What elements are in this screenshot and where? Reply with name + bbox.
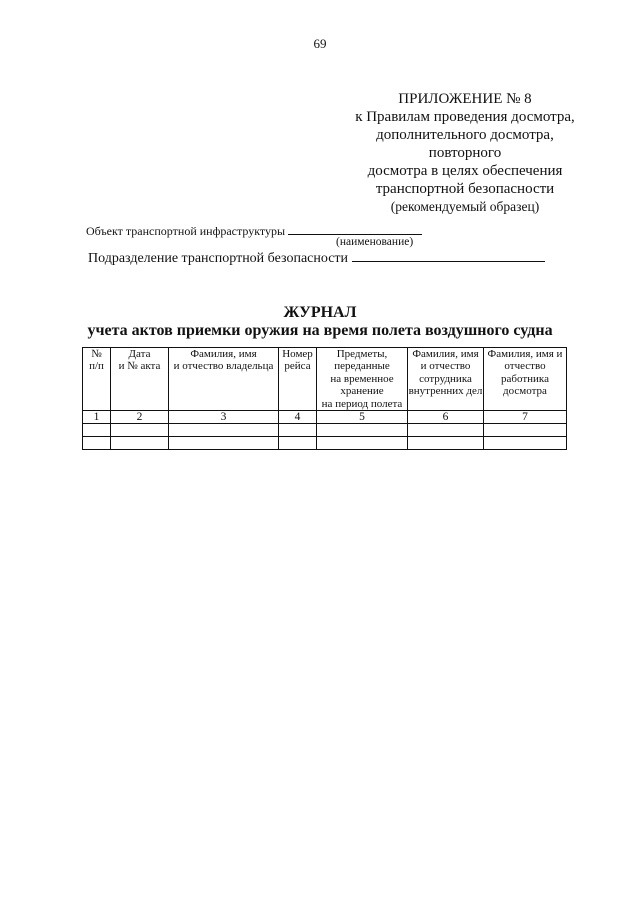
table-row bbox=[83, 437, 567, 450]
journal-title: ЖУРНАЛ bbox=[283, 304, 357, 321]
column-header-number: № п/п bbox=[83, 348, 111, 411]
table-cell[interactable] bbox=[83, 437, 111, 450]
object-field-line[interactable] bbox=[288, 223, 422, 235]
appendix-line: повторного bbox=[428, 145, 502, 161]
column-number: 5 bbox=[317, 411, 408, 424]
table-cell[interactable] bbox=[484, 424, 567, 437]
table-row bbox=[83, 424, 567, 437]
column-header-officer: Фамилия, имя и отчество сотрудника внутренних дел bbox=[408, 348, 484, 411]
table-cell[interactable] bbox=[484, 437, 567, 450]
table-cell[interactable] bbox=[317, 424, 408, 437]
appendix-title: ПРИЛОЖЕНИЕ № 8 bbox=[398, 91, 532, 107]
table-cell[interactable] bbox=[279, 437, 317, 450]
object-field-hint: (наименование) bbox=[336, 236, 414, 248]
column-header-items: Предметы, переданные на временное хранение на период полета bbox=[317, 348, 408, 411]
column-number: 4 bbox=[279, 411, 317, 424]
table-header-row bbox=[83, 348, 567, 411]
appendix-header bbox=[330, 90, 600, 216]
division-field-line[interactable] bbox=[352, 249, 545, 262]
appendix-line: транспортной безопасности bbox=[375, 181, 555, 197]
column-header-date: Дата и № акта bbox=[111, 348, 169, 411]
column-numbers-row bbox=[83, 411, 567, 424]
table-cell[interactable] bbox=[169, 424, 279, 437]
column-number: 2 bbox=[111, 411, 169, 424]
division-field bbox=[88, 249, 545, 267]
table-cell[interactable] bbox=[317, 437, 408, 450]
table-cell[interactable] bbox=[408, 424, 484, 437]
column-header-inspector: Фамилия, имя и отчество работника досмотра bbox=[484, 348, 567, 411]
column-header-owner: Фамилия, имя и отчество владельца bbox=[169, 348, 279, 411]
column-number: 6 bbox=[408, 411, 484, 424]
appendix-line: досмотра в целях обеспечения bbox=[367, 163, 563, 179]
appendix-line: к Правилам проведения досмотра, bbox=[355, 109, 575, 125]
table-cell[interactable] bbox=[83, 424, 111, 437]
journal-subtitle: учета актов приемки оружия на время полета воздушного судна bbox=[87, 322, 553, 339]
column-header-flight: Номер рейса bbox=[279, 348, 317, 411]
table-cell[interactable] bbox=[408, 437, 484, 450]
column-number: 7 bbox=[484, 411, 567, 424]
object-field-label: Объект транспортной инфраструктуры bbox=[86, 224, 286, 238]
table-cell[interactable] bbox=[169, 437, 279, 450]
table-cell[interactable] bbox=[111, 437, 169, 450]
journal-table bbox=[82, 347, 567, 450]
page-number: 69 bbox=[313, 36, 327, 51]
table-cell[interactable] bbox=[279, 424, 317, 437]
division-field-label: Подразделение транспортной безопасности bbox=[88, 251, 349, 266]
appendix-note: (рекомендуемый образец) bbox=[390, 199, 540, 214]
appendix-line: дополнительного досмотра, bbox=[376, 127, 554, 143]
table-cell[interactable] bbox=[111, 424, 169, 437]
column-number: 3 bbox=[169, 411, 279, 424]
column-number: 1 bbox=[83, 411, 111, 424]
